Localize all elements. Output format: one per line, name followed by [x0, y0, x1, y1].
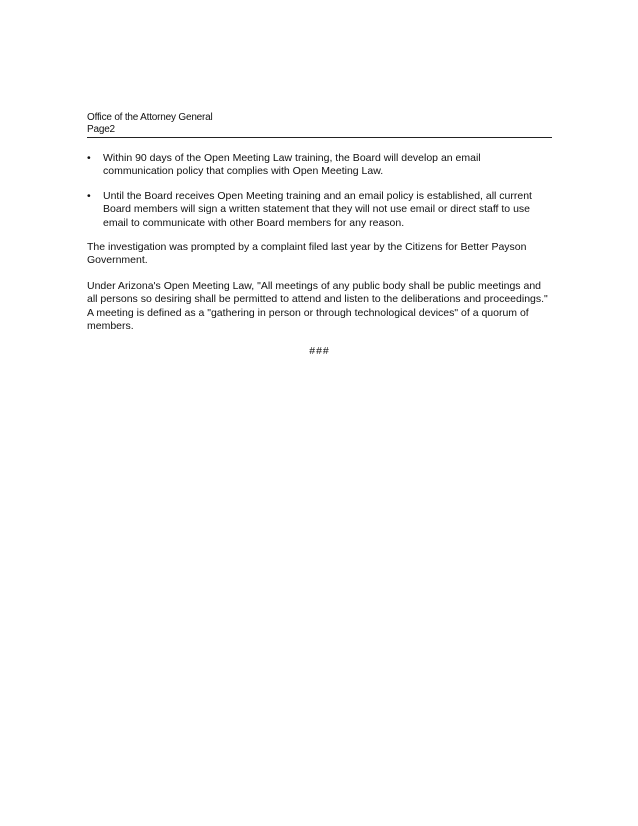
bullet-text: Until the Board receives Open Meeting training and an email policy is established, all current Board members will sign a written statement that they will not use email or direct staff to use email to communicate with other Board members for any reason.: [103, 189, 532, 229]
header-office: Office of the Attorney General: [87, 112, 213, 123]
bullet-icon: •: [87, 152, 91, 164]
end-of-release-mark: ###: [309, 345, 330, 358]
page-header: [87, 112, 552, 136]
header-divider: [87, 137, 552, 138]
bullet-list: [87, 152, 552, 230]
bullet-item: [87, 190, 552, 230]
bullet-icon: •: [87, 189, 91, 202]
document-page: [87, 112, 552, 359]
bullet-item: [87, 152, 552, 179]
paragraph-open-meeting-law: Under Arizona's Open Meeting Law, "All meetings of any public body shall be public meetings and all persons so desiring shall be permitted to attend and listen to the deliberations and proceedings." A meeting is defined as a "gathering in person or through technological devices" of a quorum of members.: [87, 279, 548, 333]
header-page-number: Page2: [87, 124, 115, 135]
bullet-text: Within 90 days of the Open Meeting Law training, the Board will develop an email communication policy that complies with Open Meeting Law.: [103, 152, 481, 178]
paragraph-investigation: The investigation was prompted by a complaint filed last year by the Citizens for Better Payson Government.: [87, 241, 527, 267]
